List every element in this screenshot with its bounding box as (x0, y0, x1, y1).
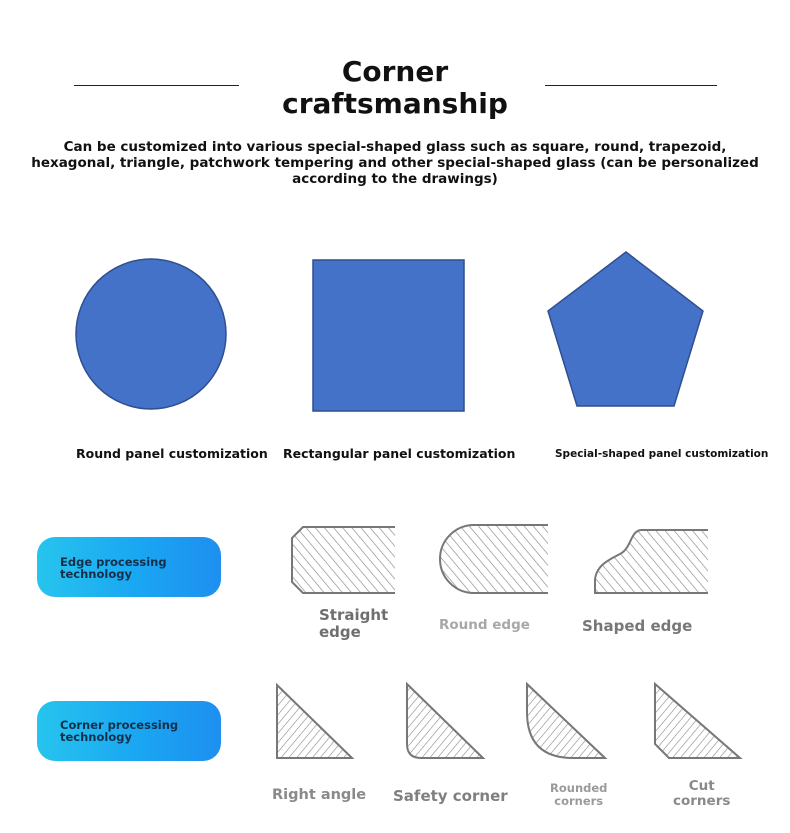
corner-pill-line1: Corner processing (60, 718, 179, 732)
right-angle-diagram (277, 685, 352, 758)
round-panel-label: Round panel customization (76, 446, 268, 461)
straight-edge-label-line2: edge (319, 623, 361, 641)
edge-pill-line1: Edge processing (60, 555, 167, 569)
rect-panel-label: Rectangular panel customization (283, 446, 516, 461)
special-panel-label: Special-shaped panel customization (555, 448, 769, 460)
cut-corners-label-line1: Cut (688, 778, 715, 794)
safety-corner-label: Safety corner (393, 787, 508, 805)
corner-processing-pill (37, 701, 221, 761)
cut-corners-diagram (655, 684, 740, 758)
round-edge-label: Round edge (439, 617, 530, 633)
shaped-edge-diagram (595, 530, 708, 593)
round-edge-diagram (440, 525, 548, 593)
page-subtitle: Can be customized into various special-shaped glass such as square, round, trapezoid, hexagonal, triangle, patchwork tempering and other special-shaped glass (can be personalized according to the drawings) (31, 139, 759, 187)
straight-edge-diagram (292, 527, 395, 593)
rounded-corners-label-line2: corners (554, 794, 604, 808)
right-angle-label: Right angle (272, 787, 367, 803)
rounded-corners-label-line1: Rounded (550, 781, 608, 795)
cut-corners-label (673, 779, 730, 809)
page-title-line1: Corner (341, 55, 449, 88)
safety-corner-diagram (407, 684, 483, 758)
corner-pill-line2: technology (60, 730, 132, 744)
edge-pill-line2: technology (60, 567, 132, 581)
straight-edge-label (319, 607, 388, 641)
cut-corners-label-line2: corners (673, 793, 731, 809)
straight-edge-label-line1: Straight (319, 606, 389, 624)
shaped-edge-label: Shaped edge (582, 617, 693, 635)
rounded-corners-label (550, 782, 607, 808)
page-title-line2: craftsmanship (282, 87, 508, 120)
rounded-corners-diagram (527, 684, 605, 758)
